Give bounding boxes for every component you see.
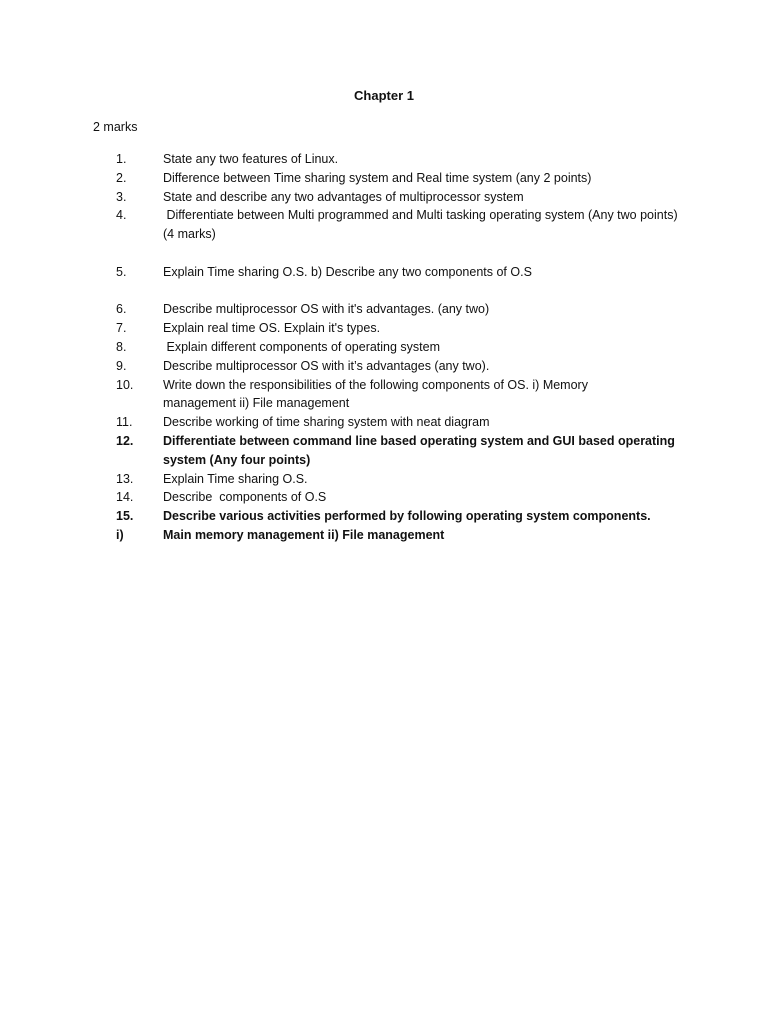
question-number: 3. [116,189,127,204]
question-text: Describe working of time sharing system with neat diagram [163,415,490,430]
question-text: Explain real time OS. Explain it's types. [163,321,381,336]
spacer [0,282,768,301]
question-text: Explain Time sharing O.S. [163,471,308,486]
question-number: 11. [116,415,133,430]
question-item [0,470,768,489]
question-item [0,206,768,244]
question-text: Differentiate between command line based operating system and GUI based operating system (Any four points) [163,433,675,467]
chapter-title: Chapter 1 [354,88,414,103]
question-item [0,376,768,414]
question-number: 12. [116,433,134,448]
question-item [0,188,768,207]
question-number: 2. [116,170,127,185]
question-item [0,338,768,357]
question-number: 5. [116,264,127,279]
question-text: Main memory management ii) File management [163,527,445,542]
question-item [0,507,768,526]
question-text: Write down the responsibilities of the following components of OS. i) Memory management ii) File management [163,377,588,411]
question-number: 1. [116,152,127,166]
question-text: Explain Time sharing O.S. b) Describe any two components of O.S [163,264,532,279]
question-item [0,413,768,432]
question-number: 13. [116,471,134,486]
question-text: State any two features of Linux. [163,152,339,166]
question-text: Describe components of O.S [163,490,327,505]
question-number: 9. [116,358,127,373]
question-text: State and describe any two advantages of multiprocessor system [163,189,524,204]
question-number: i) [116,527,124,542]
question-text: Describe multiprocessor OS with it's advantages. (any two) [163,302,490,317]
question-item [0,169,768,188]
question-text: Explain different components of operating system [163,339,441,354]
question-number: 4. [116,208,127,223]
question-item [0,526,768,545]
question-item [0,300,768,319]
question-list [0,150,768,545]
question-item [0,150,768,169]
question-number: 8. [116,339,127,354]
question-text: Describe various activities performed by following operating system components. [163,509,651,524]
spacer [0,244,768,263]
question-text: Difference between Time sharing system and Real time system (any 2 points) [163,170,592,185]
question-number: 15. [116,509,134,524]
question-number: 14. [116,490,134,505]
question-item [0,488,768,507]
question-item [0,432,768,470]
question-text: Differentiate between Multi programmed and Multi tasking operating system (Any two points) [163,208,678,223]
section-label: 2 marks [93,120,138,134]
question-marks-note: (4 marks) [163,227,216,242]
question-item [0,319,768,338]
question-number: 10. [116,377,134,392]
question-item [0,357,768,376]
question-number: 6. [116,302,127,317]
question-text: Describe multiprocessor OS with it’s advantages (any two). [163,358,490,373]
question-number: 7. [116,321,127,336]
question-item [0,263,768,282]
